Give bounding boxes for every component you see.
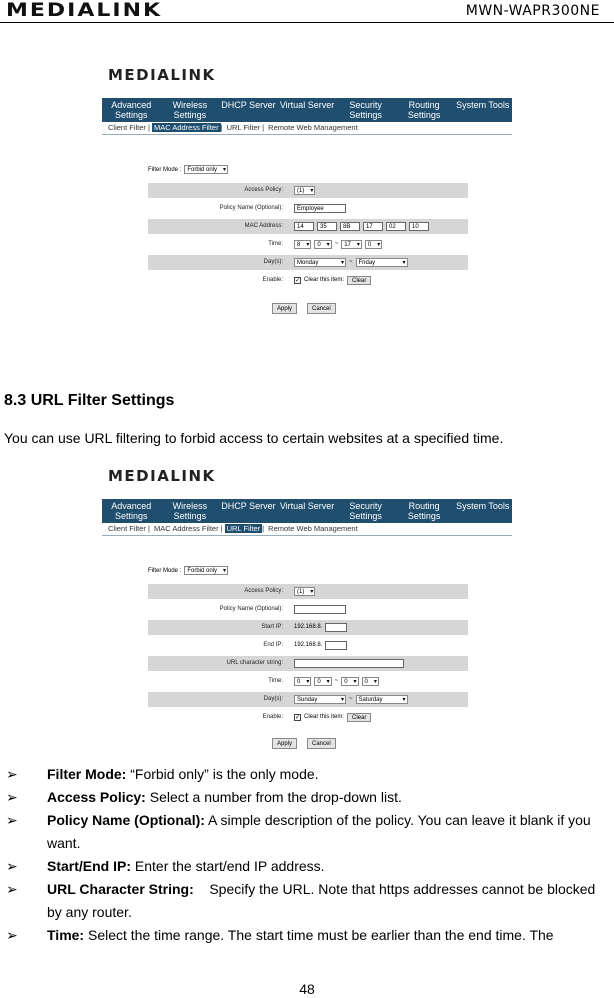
url-filter-screenshot — [102, 459, 512, 759]
access-policy-label: Access Policy: — [244, 588, 283, 594]
mac-octet-1[interactable]: 14 — [294, 222, 314, 231]
policy-name-input[interactable]: Employee — [294, 204, 346, 213]
arrow-bullet-icon: ➢ — [6, 858, 18, 874]
nav-wireless-settings[interactable]: Wireless Settings — [172, 501, 208, 521]
filter-mode — [148, 165, 228, 174]
router-header — [102, 459, 512, 499]
list-item — [6, 855, 608, 878]
form-actions — [272, 738, 336, 749]
router-logo: MEDIALINK — [108, 66, 216, 84]
mac-octet-5[interactable]: 02 — [386, 222, 406, 231]
tab-client-filter[interactable]: Client Filter — [108, 123, 146, 132]
clear-item-label: Clear this item: — [304, 714, 345, 720]
arrow-bullet-icon: ➢ — [6, 927, 18, 943]
nav-virtual-server[interactable]: Virtual Server — [279, 100, 335, 110]
list-item — [6, 809, 608, 855]
policy-name-input[interactable] — [294, 605, 346, 614]
access-policy-label: Access Policy: — [244, 187, 283, 193]
mac-octet-4[interactable]: 17 — [363, 222, 383, 231]
start-minute-select[interactable]: 0 ▾ — [314, 677, 331, 686]
end-hour-select[interactable]: 0 ▾ — [341, 677, 358, 686]
access-policy-row — [148, 183, 468, 198]
day-to-select[interactable]: Friday ▾ — [356, 258, 408, 267]
enable-checkbox[interactable]: ✓ — [295, 714, 301, 721]
router-header — [102, 58, 512, 98]
nav-routing-settings[interactable]: Routing Settings — [407, 100, 441, 120]
form-body — [102, 536, 512, 759]
brand-logo: MEDIALINK — [6, 0, 163, 22]
cancel-button[interactable]: Cancel — [307, 738, 336, 749]
arrow-bullet-icon: ➢ — [6, 812, 18, 828]
access-policy-select[interactable]: (1) ▾ — [294, 587, 315, 596]
tab-client-filter[interactable]: Client Filter — [108, 524, 146, 533]
page-header — [0, 0, 614, 23]
url-string-label: URL character string: — [226, 660, 283, 666]
nav-system-tools[interactable]: System Tools — [456, 100, 510, 110]
bullet-text: Select the time range. The start time must be earlier than the end time. The — [84, 927, 554, 943]
policy-name-row — [148, 201, 468, 216]
url-string-row — [148, 656, 468, 671]
access-policy-row — [148, 584, 468, 599]
mac-octet-6[interactable]: 10 — [409, 222, 429, 231]
apply-button[interactable]: Apply — [272, 738, 297, 749]
mac-address-row — [148, 219, 468, 234]
start-minute-select[interactable]: 0 ▾ — [314, 240, 331, 249]
page-number: 48 — [299, 981, 315, 997]
day-from-select[interactable]: Sunday ▾ — [294, 695, 346, 704]
end-ip-label: End IP: — [263, 642, 283, 648]
time-separator: ~ — [334, 241, 339, 247]
nav-dhcp-server[interactable]: DHCP Server — [221, 501, 276, 511]
start-ip-prefix: 192.168.8. — [294, 624, 323, 630]
model-number: MWN-WAPR300NE — [465, 3, 600, 19]
router-tabs: Client Filter | MAC Address Filter | URL Filter | Remote Web Management — [102, 523, 512, 536]
day-separator: ~ — [349, 259, 353, 265]
list-item — [6, 786, 608, 809]
arrow-bullet-icon: ➢ — [6, 766, 18, 782]
apply-button[interactable]: Apply — [272, 303, 297, 314]
bullet-term: Time: — [47, 927, 85, 943]
time-separator: ~ — [334, 678, 339, 684]
end-minute-select[interactable]: 0 ▾ — [365, 240, 382, 249]
section-intro: You can use URL filtering to forbid access to certain websites at a specified time. — [4, 430, 504, 446]
start-hour-select[interactable]: 0 ▾ — [294, 677, 311, 686]
mac-octet-2[interactable]: 35 — [317, 222, 337, 231]
list-item — [6, 763, 608, 786]
tab-mac-address-filter[interactable]: MAC Address Filter — [153, 524, 219, 533]
filter-mode — [148, 566, 228, 575]
day-to-select[interactable]: Saturday ▾ — [356, 695, 408, 704]
arrow-bullet-icon: ➢ — [6, 881, 18, 897]
bullet-text: Select a number from the drop-down list. — [145, 789, 402, 805]
bullet-text: “Forbid only” is the only mode. — [126, 766, 319, 782]
end-ip-prefix: 192.168.8. — [294, 642, 323, 648]
bullet-text: Enter the start/end IP address. — [131, 858, 325, 874]
form-body — [102, 135, 512, 325]
enable-label: Enable: — [262, 277, 283, 283]
list-item — [6, 878, 608, 924]
nav-dhcp-server[interactable]: DHCP Server — [221, 100, 276, 110]
mac-address-label: MAC Address: — [244, 223, 283, 229]
field-description-list — [6, 763, 608, 947]
days-label: Day(s): — [263, 259, 283, 265]
enable-label: Enable: — [262, 714, 283, 720]
end-ip-row — [148, 638, 468, 653]
day-separator: ~ — [349, 696, 353, 702]
tab-url-filter[interactable]: URL Filter — [226, 524, 261, 533]
nav-advanced-settings[interactable]: Advanced Settings — [111, 100, 152, 120]
time-row — [148, 674, 468, 689]
start-ip-row — [148, 620, 468, 635]
days-label: Day(s): — [263, 696, 283, 702]
bullet-term: Filter Mode: — [47, 766, 127, 782]
filter-mode-select[interactable]: Forbid only ▾ — [184, 566, 228, 575]
list-item — [6, 924, 608, 947]
nav-system-tools[interactable]: System Tools — [456, 501, 510, 511]
nav-virtual-server[interactable]: Virtual Server — [279, 501, 335, 511]
bullet-term: Access Policy: — [47, 789, 146, 805]
nav-security-settings[interactable]: Security Settings — [349, 501, 382, 521]
nav-routing-settings[interactable]: Routing Settings — [407, 501, 441, 521]
nav-wireless-settings[interactable]: Wireless Settings — [172, 100, 208, 120]
enable-checkbox[interactable]: ✓ — [295, 277, 301, 284]
tab-mac-address-filter[interactable]: MAC Address Filter — [153, 123, 219, 132]
filter-mode-label: Filter Mode : — [148, 166, 182, 173]
days-row — [148, 692, 468, 707]
url-string-input[interactable] — [294, 659, 404, 668]
arrow-bullet-icon: ➢ — [6, 789, 18, 805]
access-policy-select[interactable]: (1) ▾ — [294, 186, 315, 195]
bullet-term: URL Character String: — [47, 881, 194, 897]
time-label: Time: — [268, 241, 283, 247]
tab-remote-web-management[interactable]: Remote Web Management — [268, 524, 358, 533]
router-nav — [102, 499, 512, 523]
mac-filter-screenshot — [102, 58, 512, 325]
filter-mode-label: Filter Mode : — [148, 567, 182, 574]
policy-name-label: Policy Name (Optional): — [219, 606, 283, 612]
clear-button[interactable]: Clear — [347, 276, 371, 285]
bullet-term: Start/End IP: — [47, 858, 132, 874]
cancel-button[interactable]: Cancel — [307, 303, 336, 314]
days-row — [148, 255, 468, 270]
router-nav — [102, 98, 512, 122]
end-ip-input[interactable] — [325, 641, 347, 650]
mac-octet-3[interactable]: 8B — [340, 222, 360, 231]
policy-name-row — [148, 602, 468, 617]
time-label: Time: — [268, 678, 283, 684]
bullet-term: Policy Name (Optional): — [47, 812, 205, 828]
form-actions — [272, 303, 336, 314]
end-hour-select[interactable]: 17 ▾ — [341, 240, 362, 249]
time-row — [148, 237, 468, 252]
clear-item-label: Clear this item: — [304, 277, 345, 283]
section-title: 8.3 URL Filter Settings — [4, 392, 175, 409]
start-ip-input[interactable] — [325, 623, 347, 632]
end-minute-select[interactable]: 0 ▾ — [362, 677, 379, 686]
start-hour-select[interactable]: 8 ▾ — [294, 240, 311, 249]
enable-row — [148, 273, 468, 288]
day-from-select[interactable]: Monday ▾ — [294, 258, 346, 267]
nav-advanced-settings[interactable]: Advanced Settings — [111, 501, 152, 521]
router-tabs: Client Filter | MAC Address Filter | URL Filter | Remote Web Management — [102, 122, 512, 135]
clear-button[interactable]: Clear — [347, 713, 371, 722]
tab-url-filter[interactable]: URL Filter — [226, 123, 261, 132]
start-ip-label: Start IP: — [261, 624, 283, 630]
bullet-text: A simple description of the policy. You can leave it blank if you want. — [47, 812, 591, 851]
router-logo: MEDIALINK — [108, 467, 216, 485]
bullet-text: Specify the URL. Note that https addresses cannot be blocked by any router. — [47, 881, 600, 920]
tab-remote-web-management[interactable]: Remote Web Management — [268, 123, 358, 132]
policy-name-label: Policy Name (Optional): — [219, 205, 283, 211]
enable-row — [148, 710, 468, 725]
filter-mode-select[interactable]: Forbid only ▾ — [184, 165, 228, 174]
nav-security-settings[interactable]: Security Settings — [349, 100, 382, 120]
